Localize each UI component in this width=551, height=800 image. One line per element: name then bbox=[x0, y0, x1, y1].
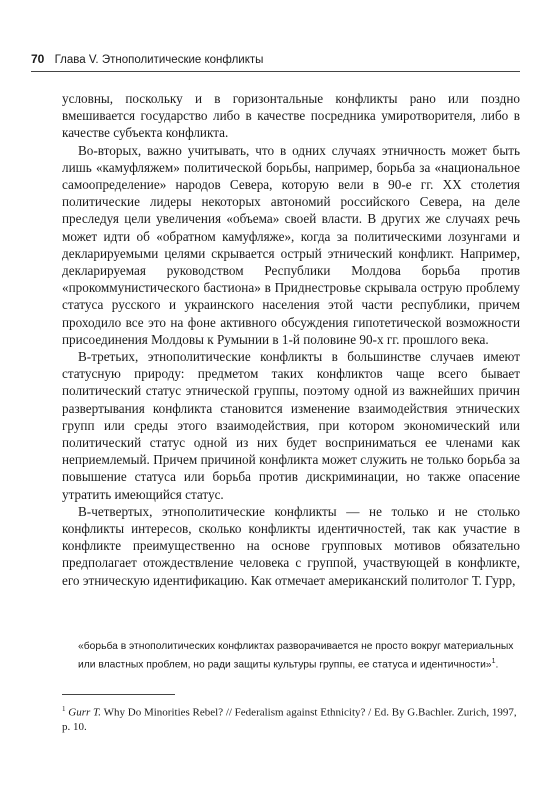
paragraph-1: условны, поскольку и в горизонтальные конфликты рано или поздно вмешивается государство либо в качестве посредника умиротворителя, либо в качестве субъекта конфликта. bbox=[62, 91, 520, 141]
footnote-mark: 1 bbox=[62, 705, 66, 713]
page-number: 70 bbox=[31, 52, 45, 66]
quote-text: «борьба в этнополитических конфликтах разворачивается не просто вокруг материальных или властных проблем, но ради защиты культуры группы, ее статуса и идентичности» bbox=[78, 641, 514, 671]
footnote bbox=[62, 702, 520, 735]
paragraph-4: В-четвертых, этнополитические конфликты — не только и не столько конфликты интересов, сколько конфликты идентичностей, так как участие в конфликте преимущественно на основе групповых мотивов обязательно предполагает отождествление человека с группой, участвующей в конфликте, его этническую идентификацию. Как отмечает американский политолог Т. Гурр, bbox=[62, 503, 520, 588]
footnote-divider bbox=[62, 694, 175, 695]
footnote-reference: 1 bbox=[491, 657, 496, 665]
quote-end: . bbox=[495, 659, 499, 671]
chapter-title: Глава V. Этнополитические конфликты bbox=[54, 54, 264, 66]
footnote-text: Why Do Minorities Rebel? // Federalism against Ethnicity? / Ed. By G.Bachler. Zurich, 1997, p. 10. bbox=[62, 706, 517, 734]
paragraph-3: В-третьих, этнополитические конфликты в большинстве случаев имеют статусную природу: предметом таких конфликтов чаще всего бывает политический статус этнической группы, поэтому одной из важнейших причин развертывания конфликта становится изменение взаимодействия этнических групп или среды этого взаимодействия, при котором экономический или политический статус одной из них будет восприниматься ее членами как неприемлемый. Причем причиной конфликта может служить не только борьба за повышение статуса или борьба против дискриминации, но также опасение утратить имеющийся статус. bbox=[62, 349, 520, 502]
paragraph-2: Во-вторых, важно учитывать, что в одних случаях этничность может быть лишь «камуфляжем» политической борьбы, например, борьба за «национальное самоопределение» народов Севера, которую вели в 90-е гг. XX столетия политические лидеры некоторых автономий российского Севера, на деле преследуя цели увеличения «объема» своей власти. В других же случаях речь может идти об «обратном камуфляже», когда за политическими лозунгами и декларируемыми целями скрывается острый этнический конфликт. Например, декларируемая руководством Республики Молдова борьба против «прокоммунистического бастиона» в Приднестровье скрывала острую проблему статуса русского и украинского населения этой части республики, причем проходило все это на фоне активного обсуждения гипотетической возможности присоединения Молдовы к Румынии в 1-й половине 90-х гг. прошлого века. bbox=[62, 142, 520, 347]
header-divider bbox=[31, 71, 520, 72]
footnote-author: Gurr T. bbox=[68, 706, 102, 719]
page-header bbox=[31, 52, 520, 68]
block-quote bbox=[78, 640, 518, 673]
body-text bbox=[62, 90, 520, 589]
